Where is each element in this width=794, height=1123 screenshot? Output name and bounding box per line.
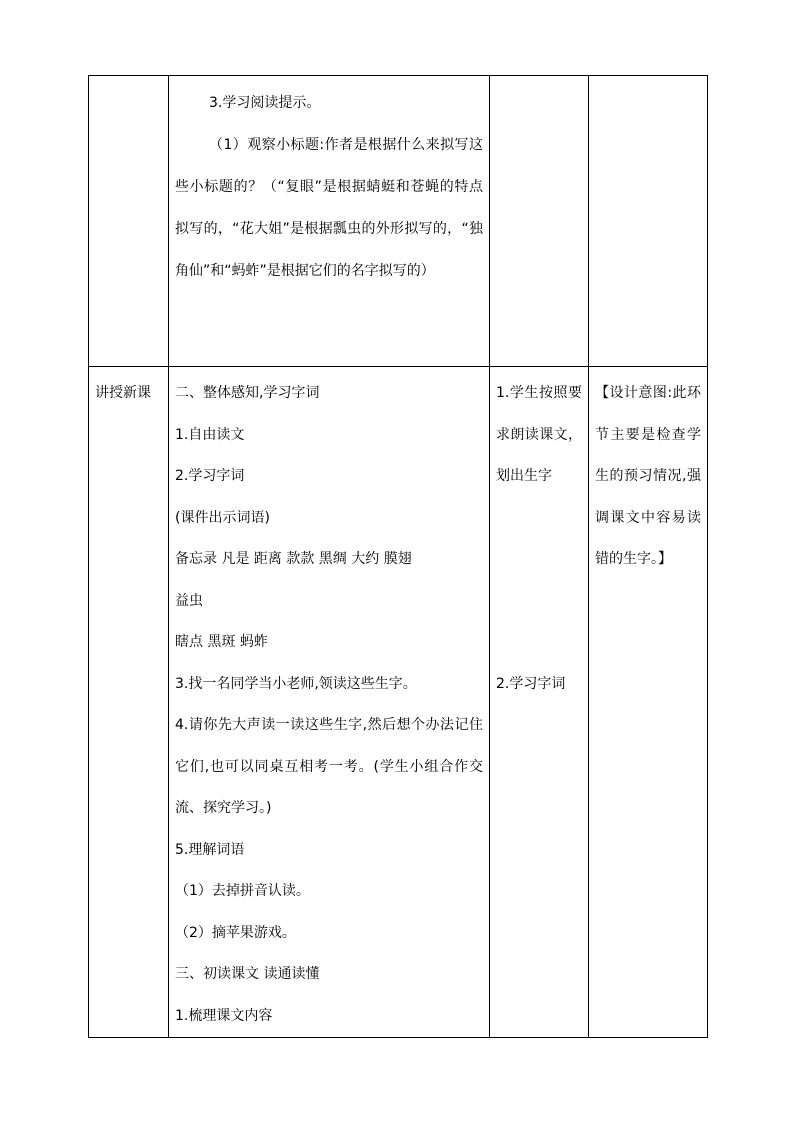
paragraph: 三、初读课文 读通读懂 [175,966,320,982]
student-activity-cell [490,367,589,1038]
paragraph: 1.自由读文 [175,426,245,443]
design-intent-cell [589,76,708,367]
content-cell [169,367,490,1038]
student-activity-text: 1.学生按照要求朗读课文，划出生字 [496,385,582,484]
student-activity-cell [490,76,589,367]
design-intent-text: 【设计意图:此环节主要是检查学生的预习情况,强调课文中容易读错的生字。】 [595,385,701,567]
stage-label-cell [89,76,169,367]
paragraph: 3.找一名同学当小老师,领读这些生字。 [175,675,417,692]
table-row [89,367,708,1038]
table-row [89,76,708,367]
paragraph: 4.请你先大声读一读这些生字,然后想个办法记住它们,也可以同桌互相考一考。(学生小组合作交流、探究学习。) [175,717,483,816]
paragraph: （1）去掉拼音认读。 [175,883,310,899]
stage-label-cell [89,367,169,1038]
paragraph: 5.理解词语 [175,841,245,858]
stage-label: 讲授新课 [95,385,151,401]
paragraph: 瞎点 黑斑 蚂蚱 [175,634,268,650]
design-intent-cell [589,367,708,1038]
paragraph: 益虫 [175,592,203,609]
content-cell [169,76,490,367]
paragraph: 1.梳理课文内容 [175,1007,273,1024]
student-activity-text: 2.学习字词 [496,675,566,692]
paragraph: 2.学习字词 [175,468,245,484]
paragraph: （1）观察小标题:作者是根据什么来拟写这些小标题的？（“复眼”是根据蜻蜓和苍蝇的特点拟写的，“花大姐”是根据瓢虫的外形拟写的，“独角仙”和“蚂蚱”是根据它们的名字拟写的） [175,137,483,279]
paragraph: 3.学习阅读提示。 [209,95,321,111]
paragraph: （2）摘苹果游戏。 [175,924,296,941]
lesson-plan-table [88,75,708,1038]
paragraph: (课件出示词语) [175,509,270,526]
spacer [496,498,582,664]
paragraph: 二、整体感知,学习字词 [175,385,320,401]
paragraph: 备忘录 凡是 距离 款款 黑绸 大约 膜翅 [175,551,412,567]
